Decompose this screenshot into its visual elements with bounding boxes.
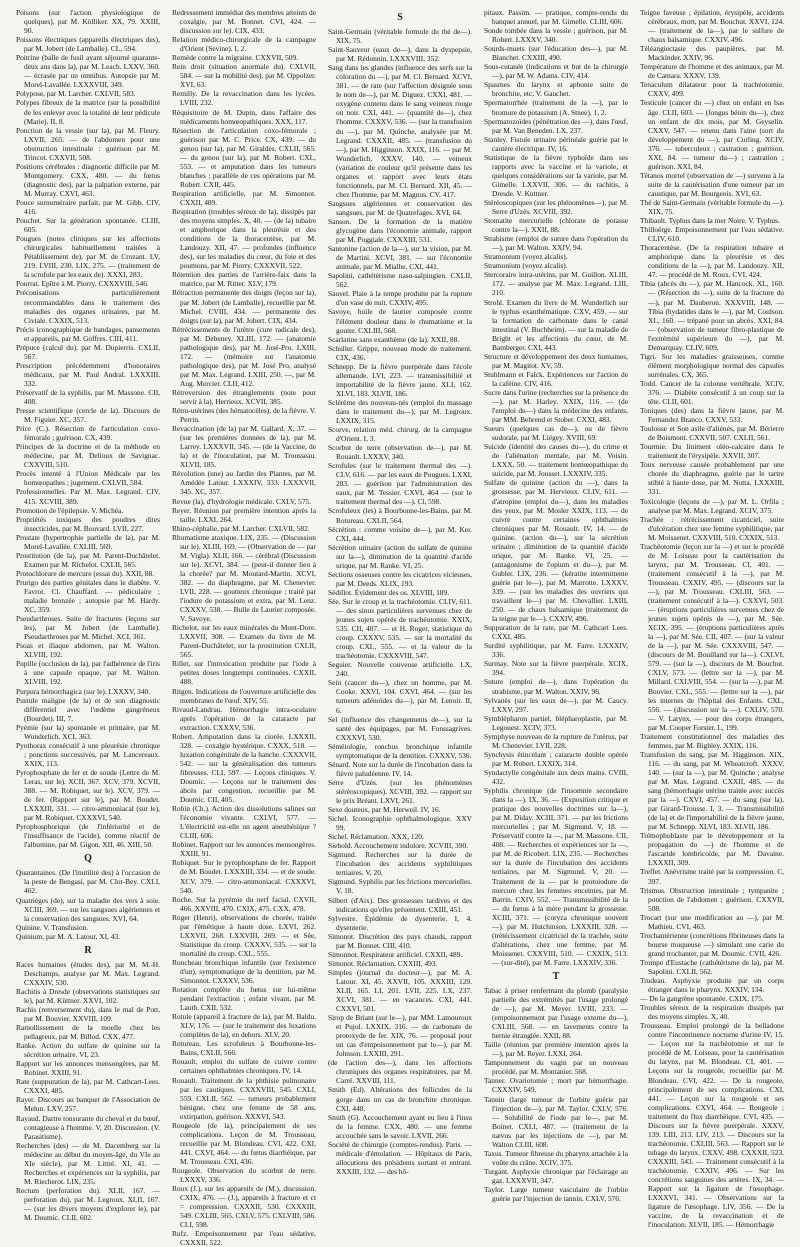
index-entry: Quinine. V. Transfusion. <box>16 922 89 932</box>
index-entry: Presse scientifique (cercle de la). Discours de M. Figuier. XC, 357. <box>16 406 160 425</box>
index-entry: Roche. Sur la pyrémie du nerf facial. CXVII, 466. XXVIII, 470. CXIX, 475. CXX, 478. <box>172 894 316 913</box>
index-entry: Robert. Amputation dans la ciorée. LXXXII, 328. — coxalgie hystérique. CXXX, 518. — luxation congénitale de la hanche. CXXXVII, 542. — sur la généralisation des tumeurs fibreuses. CLI, 597. — Leçons cliniques. V. Doumic. — Leçons sur le traitement des abcès par congestion, recueillie par M. Doumic. CII, 405. <box>172 731 316 805</box>
index-entry: Races humaines (études des), par M. M.-H. Deschamps, analyse par M. Max. Legrand. CXXXIV, 530. <box>16 959 160 987</box>
index-entry: Quarantaines. (De l'inutilité des) à l'occasion de la peste de Bengasi, par M. Clot-Bey. CXLI, 462. <box>16 868 160 896</box>
index-entry: Traitement constitutionnel des maladies des femmes, par M. Bigbley. XXIX, 116. <box>640 731 784 750</box>
index-entry: Stramonium (voyez alcalis). <box>484 252 568 262</box>
index-entry: Testicule (cancer du —) chez un enfant en bas âge. CLII, 603. — (fongus bénin du—), chez un enfant de dix mois, par M. Geyselin. CXXV, 547. — retenu dans l'aine (sort du développement du —), par Curling. XCIV, 376. — tuberculeux ; castration ; guérison. XXI, 84. — tumeur du—) ; castration ; guérison. XXI, 84. <box>640 98 784 171</box>
index-entry: Sections osseuses contre les cicatrices vicieuses, par M. Deeds. XLIX, 193. <box>328 569 472 588</box>
index-entry: Pyrophosphorique (de l'infériorité et de l'insuffisance de l'acide), comme réactif de l'albumine, par M. Gigon. XII, 46. XIII, 50. <box>16 822 160 850</box>
index-entry: Syphilis chronique (de l'insomnie secondaire dans la —). IX, 36. — (Exposition critique et pratique des nouvelles doctrines sur la—), par M. Diday. XCIII, 371. — par les frictions mercurielles ; par M. Sigmund. V, 18. — Préservatif contre la —, par M. Massone. CII, 408. — Recherches et expériences sur la —, par M. de Ricobert. LIX, 235. — Recherches sur la durée de l'incubation des accidents tertiaires, par M. Sigmund. V, 20. — Traitement de la — par le protoiodure de mercure chez les femmes enceintes, par M. Barrin. CXIV, 552. — Transmissibilité de la — du fœtus à la mère pendant la grossesse. XCIII, 371. — (coryza chronique souvent —). par M. Hutchinson. LXXXIII, 328. — (trétécissement cicatriciel de la trachée, suite d'altérations, chez une femme, par M. Moissenet. CXXVIII, 510. — CXXIX, 513. — (sur-dité), par M. Farre. LXXXIV, 336. <box>484 786 628 967</box>
index-entry: Ranke. Action du sulfate de quinine sur la sécrétion urinaire. VI, 23. <box>16 1041 160 1060</box>
index-entry: Rougeole (de la), principalement de ses complications. Leçon de M. Trousseau, recueillie par M. Blondeau. CVI, 422. CXI, 441. CXVI, 464. — du fœtus diarrhéique, par M. Trousseau. CXI, 436. <box>172 1120 316 1166</box>
index-entry: Relation médico-chirurgicale de la campagne d'Orient (Sevine). I, 2. <box>172 35 316 54</box>
index-entry: Sexe douteux, par M. Herweil. IV, 16. <box>328 805 441 815</box>
index-entry: Schnepp. De la fièvre puerpérale dans l'école allemande. LVI, 223. — transmissibilité et importabilité de la fièvre jaune. XLI, 162. XLVI, 183. XLVII, 186. <box>328 361 472 398</box>
index-entry: Tigri. Sur les maladies graisseuses, comme élément morphologique normal des capsules surrénales. CX, 365. <box>640 351 784 379</box>
index-entry: Promotion de l'épilepsie. V. Michéa. <box>16 505 124 515</box>
index-entry: Prostitution (de la), par M. Parent-Duchâtelet. Examen par M. Richelot. CXLII, 565. <box>16 550 160 569</box>
index-entry: Taille (réunion par première intention après la —), par M. Reyer. LXXI, 264. <box>484 1040 628 1059</box>
index-entry: Révolution (une) au Jardin des Plantes, par M. Amédée Latour. LXXXIV, 333. LXXXVII, 345. XC, 357. <box>172 469 316 497</box>
index-entry: Recherches (des) — de M. Dacemberg sur la médecine au début du moyen-âge, du VIe au XIe siècle), par M. Littré. XI, 41. — Recherches et expériences sur la syphilis, par M. Riecherot. LIX, 235. <box>16 1140 160 1186</box>
section-letter: R <box>84 944 92 956</box>
index-entry: Trudeau. Asphyxie produite par un corps étranger dans le pharynx. XXXIV, 134. <box>640 976 784 995</box>
index-entry: Prostate (hypertrophie partielle de la), par M. Morel-Lavallée. CXLIII, 569. <box>16 532 160 551</box>
index-entry: Toniques (des) dans la fièvre jaune, par M. Fernandez Branco. CXXV, 533. <box>640 406 784 425</box>
index-entry: Principes de la doctrine et de la méthode en médecine, par M. Delioux de Savignac. CXXVIII, 510. <box>16 442 160 470</box>
index-entry: Ponction de la vessie (sur la), par M. Fleury. LXVII, 265. — de l'abdomen pour une obstruction intestinale : guérison par M. Trincot. CXXVII, 508. <box>16 125 160 162</box>
index-entry: Rhumatisme ataxique. LIX, 235. — (Discussion sur le). XLIII, 169. — (Observation de — par M. Vigla). XLII, 166. — cérébral (Discussion sur le). XCVI, 384. — (peut-il donner lieu à la chorée? par M. Moutard-Martin. XCVI, 382. — du diaphragme, par M. Chenevier. LVII, 228. — goutteux chronique ; traité par l'iodure de potassium et extra, par M. Lenz. CXXXV, 538. — Bulle de Laurier composée. V. Savoye. <box>172 532 316 624</box>
index-entry: Taxus. Tumeur fibreuse du pharynx attachée à la voûte du crâne. XCIV, 375. <box>484 1148 628 1167</box>
index-entry: Rétention des parties de l'arrière-faix dans la matrice, par M. Ritter. XLV, 179. <box>172 270 316 289</box>
index-entry: Simonot. Discrétion des pays chauds, rapport par M. Bonnet. CIII, 410. <box>328 931 472 950</box>
index-entry: Surmay. Note sur la fièvre puerpérale. XCIX, 394. <box>484 659 628 678</box>
index-entry: Remède contre la migraine. CXXVII, 509. <box>172 53 299 63</box>
index-entry: Scorve, relation méd. chirurg. de la campagne d'Orient. I, 3. <box>328 425 472 444</box>
index-entry: Robin (Ch.). Action des dissolutions salines sur l'économie vivante. CXLVI, 577. — L'électricité est-elle un agent anesthésique ? CLIII, 606. <box>172 804 316 841</box>
index-entry: Stuhlmann et Falck. Expériences sur l'action de la caféine. CIV, 416. <box>484 369 628 388</box>
index-entry: Pyrophosphate de fer et de soude (Lettre de M. Leras, sur le). XCII, 367. XCV, 379. XCVII, 388. — M. Robiquet, sur le). XCV, 379. — de fer. (Rapport sur le), par M. Boudet. LXXXIII, 331. — citro-ammoniacal (sur le), par M. Robiquet. CXXXVI, 540. <box>16 767 160 823</box>
index-entry: Sichel. Iconographie ophthalmologique. XXV 99. <box>328 814 472 833</box>
index-entry: Préconisations particulièrement recommandables dans le traitement des maladies des organes urinaires, par M. Civiale. CXXIX, 513. <box>16 288 160 325</box>
index-columns <box>16 8 784 1247</box>
index-entry: Propriétés toxiques des poudres dites insecticides, par M. Bouvard. LVII, 227. <box>16 514 160 533</box>
index-entry: Quinium, par M. A. Latour, XI, 43. <box>16 931 120 941</box>
index-entry: Sangsues algériennes et conservation des sangsues, par M. de Quatrefages. XVI, 64. <box>328 198 472 217</box>
index-entry: Procès intenté à l'Union Médicale par les homœopathes ; jugement. CXLVII, 584. <box>16 469 160 488</box>
index-entry: Suppuration de la rate, par M. Cathcart Lees. CXXI, 485. <box>484 623 628 642</box>
index-entry: Roux (J.), sur les appareils de (M.), discussion. CXIX, 476. — (J.), appareils à fracture et ct = compression. CXXXII, 530. CXXXIII, 549. CXLIII, 565. CXLV, 575. CXLVIII, 586. CLI, 598. <box>172 1184 316 1230</box>
index-entry: Sécrétion : comme voisine de—), par M. Ker. CXI, 444. <box>328 524 472 543</box>
index-entry: Teigne faveuse ; épilation, érysipèle, accidents cérébraux, mort, par M. Bouchut. XXVI, 124. — (traitement de la—), par le sulfure de chaux balsamique. CXXIV, 496. <box>640 8 784 45</box>
index-entry: Positions cérébrales : diagnostic difficile par M. Montgomery. CXX, 480. — du fœtus (diagnostic des), par la palpation externe, par M. Murray. CXVI, 463. <box>16 161 160 198</box>
index-column <box>484 8 628 1204</box>
index-entry: Rouault. Traitement de la phthisie pulmonaire par les cautiques. CXXXVIII, 545. CXLI, 559. CXLII, 562. — tumeurs probablement bénigne, chez une femme de 58 ans, extirpation, guérison. XXXVI, 543. <box>172 1075 316 1121</box>
index-entry: Tibia (abcès du —), par M. Hancock. XL, 160. — (Résection du —), suite de la fracture du —), par M. Dauberon. XXXVIII, 148. — Tibia (hydatides dans le —), par M. Coulson. XL, 160. — trépané pour un abcès. XXI, 84. — (observation de tumeur fibro-plastique de l'extrémité supérieure du —), par M. Demarquay. CLIV, 609. <box>640 279 784 352</box>
index-entry: Sirop de Briant (sur le—), par MM. Lamouroux et Pujol. LXXIX, 316. — de carbonate de protoxyde de fer. XIX, 76. — proposal pour un cas d'empoisonnement par le—), par M. Johnson. LXXIII, 291. <box>328 1013 472 1059</box>
index-entry: Sigmund. Syphilis par les frictions mercurielles. V, 18. <box>328 877 472 896</box>
index-entry: Tamponnement du vagin par un nouveau procédé, par M. Montanier. 568. <box>484 1058 628 1077</box>
index-entry: Spasmes du larynx et aphonie suite de bronchite, etc. V. Gauchet. <box>484 80 628 99</box>
index-entry: Sichel. Réclamation. XXX, 120. <box>328 832 424 842</box>
index-entry: Serre d'Uzès. (sur les phénomènes stéréoscopiques). XCVIII, 392. — rapport sur le prix Bréant. LXVI, 261. <box>328 777 472 805</box>
index-entry: Sueurs (quelques cas de—), ou de fièvre sudorale, par M. Liégey. XVIII, 69. <box>484 424 628 443</box>
index-entry: Simonot. Réclamation. CXXIII, 493. <box>328 958 438 968</box>
index-entry: Saint-Germain (véritable formule du thé de—). XIX, 75. <box>328 27 472 46</box>
index-entry: Société de chirurgie (comptes-rendus). Paris. — médicale d'émulation. — Hôpitaux de Paris, allocutions des présidents sortant et entrant. XXXIII, 132. — des hô- <box>328 1139 472 1176</box>
index-entry: Sourds-muets (sur l'éducation des—), par M. Blanchet. CXXIII, 490. <box>484 44 628 63</box>
index-entry: Suicide (identité des causes du—), du crime et de l'aliénation mentale, par M. Voisin. LXXX, 50. — traitement homœopathique du suicide, par M. Jousset. LXXXIV, 335. <box>484 442 628 479</box>
index-entry: Smith (Ed). Altérations des follicules de la gorge dans un cas de bronchite chronique. CXI, 448. <box>328 1085 472 1113</box>
index-entry: Sée. Sur le croup et la trachéotomie. CLIV, 611. — des sinus particulières survenues chez de jeunes sujets opérés de trachéotomie. XXIX, 535. CII, 407. — et H. Roger, statistique du croup. CXXXV, 535. — sur la mortalité du croup. CXL, 555. — et la valeur de la trachéotomie. CXXXVIII, 547. <box>328 596 472 661</box>
index-entry: (de l'action des—), dans les affections chroniques des organes respiratoires, par M. Carré. XXVIII, 111. <box>328 1058 472 1086</box>
index-entry: Suture (emploi de—), dans l'opération du strabisme, par M. Walton. XXIV, 96. <box>484 677 628 696</box>
index-entry: Respiration artificielle, par M. Simonnot. CXXII, 489. <box>172 188 316 207</box>
index-entry: Purpura hémorrhagica (sur le). LXXXV, 340. <box>16 686 151 696</box>
index-entry: Simonnot. Respirateur artificiel. CXXII, 489. <box>328 949 463 959</box>
index-entry: Statistique de la fièvre typhoïde dans ses rapports avec la vaccine et la variole, et quelques considérations sur la variole, par M. Gimelle. LXXVII, 306. — du rachitis, à Dresde. V. Kuttner. <box>484 152 628 198</box>
index-entry: pitaux. Passim. — pratique, compte-rendu du banquet annuel, par M. Gimelle. CLIII, 606. <box>484 8 628 27</box>
index-entry: Rétrécissements de l'urètre (cure radicale des), par M. Debeney. XLIII, 172. — (anatomie pathologique des), par M. José-Pro. LXIII, 172. — (mémoire sur l'anatomie pathologique des), par M. José Pro, analysé par M. Max. Legrand. LXIII, 250. —, par M. Aug. Mercier. CLII, 412. <box>172 324 316 388</box>
index-entry: Robinet. Rapport sur les annonces mensongères. XXIII, 91. <box>172 840 316 859</box>
index-entry: Tannin (large tumeur de l'orbite guérie par l'injection de—), par M. Taylor. CXLV, 576. — Solubilité de l'iode par le—, par M. Boinet. CXLI, 487. — (traitement de la nævus par les injections de —), par M. Walton CLIII, 608. <box>484 1094 628 1149</box>
index-entry: Prépuce (calcul du), par M. Dupierris. CXLII, 567. <box>16 342 160 361</box>
index-entry: Pouce surnuméraire parfait, par M. Gibb. CIV, 416. <box>16 197 160 217</box>
index-entry: Trompe d'Eustache (cathétérisme de la), par M. Sapolini. CXLII, 562. <box>640 957 784 976</box>
index-entry: Pougues (notes cliniques sur les affections chirurgicales habituellement traitées à Pétablissement de), par M. de Crozant. LV, 219. LVIII, 230. LIX, 275. — (traitement de la scrofule par les eaux de). XXXI, 283. <box>16 234 160 280</box>
index-entry: Stramonium (voyez alcalis). <box>484 261 568 271</box>
index-column <box>16 8 160 1223</box>
index-entry: Rivaud-Landrau. Hémorrhagie intra-oculaire après l'opération de la cataracte par extraction. CXXXV, 536. <box>172 704 316 732</box>
index-entry: Roger (Henri), observations de chorée, traitée par l'émétique à haute dose. LXVI, 262. LXXVII, 268. LXXVIII, 269. — et Sée, Statistique du croup. CXXXV, 535. — sur la mortalité du croup. CXL, 555. <box>172 912 316 958</box>
index-column <box>172 8 316 1247</box>
index-entry: Silbert (d'Aix). Des grossesses tardives et des indications qu'elles présentent. CXIII, 451. <box>328 895 472 914</box>
index-entry: Rectum (perforation du). XLII, 167. — perforation du), par M. Legroux. XLII, 167. — (sur les divers moyens d'explorer le), par M. Doumic. CLII, 602. <box>16 1185 160 1223</box>
index-entry: Protochlorure de mercure (essai du). XXII, 88. <box>16 568 155 578</box>
index-entry: Rayer. Discours au banquet de l'Association de Melun. LXV, 257. <box>16 1095 160 1114</box>
index-entry: Tenaculum dilatateur pour la trachéotomie. CXXV, 499. <box>640 80 784 99</box>
index-entry: Troubles séreux de la respiration dissipés par des moyens simples. X, 40. <box>640 1003 784 1022</box>
section-letter: Q <box>84 853 92 865</box>
index-entry: Stercoraire intra-utérins, par M. Guillon. XLIII, 172. — analyse par M. Max. Legrand. LIII, 210. <box>484 270 628 298</box>
index-entry: Rétraction permanente des doigts (leçon sur la), par M. Jobert (de Lamballe), recueillie par M. Michel. CVIII, 434. — permanente des doigts (sur la), par M. Jobert. CIX, 434. <box>172 288 316 325</box>
index-entry: Siebold. Accouchement indolore. XCVIII, 390. <box>328 841 468 851</box>
index-entry: Préservatif de la syphilis, par M. Massone. CII, 408. <box>16 387 160 407</box>
index-entry: Réquisitoire de M. Dupin, dans l'affaire des médicaments homœopathiques. XXX, 117. <box>172 107 316 126</box>
index-entry: Treffet. Anévrisme traité par la compression. C, 397. <box>640 867 784 886</box>
index-entry: Rétroversion des étranglements (note pour servir à la), Herrieux. XCVII, 385. <box>172 387 316 407</box>
index-entry: Poitrine (balle de fusil ayant séjourné quarante-deux ans dans la), par M. Leach. LXXV, 360. — écrasée par un omnibus. Autopsie par M. Morel-Lavallée. LXXXVIII, 349. <box>16 53 160 90</box>
index-entry: Poissons électriques (appareils électriques des), par M. Jobert (de Lamballe). CL, 594. <box>16 35 160 54</box>
index-entry: Scrofuleux (les) à Bourbonne-les-Bains, par M. Rotureau. CXLII, 564. <box>328 506 472 525</box>
index-entry: Spermatorrhée (traitement de la —), par le bromure de potassium (A. Stnee). 1, 2. <box>484 98 628 117</box>
index-entry: Toux nerveuse causée probablement par une chorée du diaphragme, guérie par le tartre stibié à haute dose, par M. Notta. LXXXIII, 331. <box>640 460 784 497</box>
index-entry: Stéréoscopiques (sur les phénomènes—), par M. Serre d'Uzès. XCVIII, 392. <box>484 197 628 217</box>
index-entry: — De la gangrène spontanée. CXIX, 175. <box>640 994 764 1004</box>
index-entry: Psoas et iliaque abdomen, par M. Walton. XLVIII, 192. <box>16 641 160 660</box>
index-entry: Surdité syphilitique, par M. Farre. LXXXIV, 336. <box>484 641 628 660</box>
index-entry: Sénard. Note sur la durée de l'incubation dans la fièvre paludéenne. IV, 14. <box>328 759 472 778</box>
index-entry: Sang dans les glandes (influence des serfs sur la coloration du —), par M. Cl. Bernard. XCVI, 381. — de rate (sur l'affection désignée sous le nom de—), par M. Diguez. CXXI, 481. — oxygène contenu dans le sang veineux rouge ou noir. CXI, 441. — (quantité de—), chez l'homme. CXXXV, 536. — (sur la transfusion du —), par M. Quinche, analysée par M. Legrand. CXXXII, 485. — (transfusion du—), par M. Higginson. XXIX, 116. — par M. Wunderlich. XXXV, 140. — veineux (variation de couleur qu'il présente dans les organes et rapport avec leurs états fonctionnels, par M. Cl. Bernard. XII, 45. — chez l'homme, par M. Magnus. CV, 417. <box>328 63 472 199</box>
index-entry: Sucre dans l'urine (recherches sur la présence du—), par M. Harley. XXIX, 116. — (de l'emploi du—) dans la médecine des enfants, par MM. Behrend et Stober. CXXI, 483. <box>484 387 628 425</box>
index-entry: Trismus. Obstruction intestinale ; tympanite ; ponction de l'abdomen ; guérison. CXXVII, 508. <box>640 885 784 913</box>
index-entry: Savoye, huile de laurier composée contre l'élément douleur dans le rhumatisme et la goutte. CXLIII, 568. <box>328 307 472 335</box>
index-entry: Rougeole. Observation du scorbut de terre. LXXXV, 336. <box>172 1166 316 1185</box>
index-entry: Rayaud. Dartre tonsurante du cheval et du bœuf, contagieuse à l'homme. V, 20. Discussion. (V. Parasitisme). <box>16 1113 160 1141</box>
index-entry: Rachitis à Dresde (observations statistiques sur le), par M. Küttner. XXVI, 102. <box>16 986 160 1005</box>
section-letter: S <box>397 12 403 23</box>
index-entry: Rapport sur les annonces mensongères, par M. Robinet. XXIII, 91. <box>16 1059 160 1078</box>
index-entry: Rillet, sur l'intoxication produite par l'iode à petites doses longtemps continuées. CXXII, 488. <box>172 659 316 687</box>
index-entry: Santonine (action de la—), sur la vision, par M. de Martini. XCVI, 381. — sur l'économie animale, par M. Mialhe. CXI, 441. <box>328 244 472 272</box>
index-entry: Simples (journal du docteur—), par M. A. Latour. XI, 45. XXVII, 105. XXXIII, 129. XLII, 165. LI, 201. LVII, 225. LX, 237. XCVI, 381. — en vacances. CXI, 441. CXXVI, 501. <box>328 967 472 1014</box>
index-entry: Trachée : rétrécissement cicatriciel, suite d'ulcération chez une femme syphilitique, par M. Moissenet. CXXVIII, 510. CXXIX, 513. <box>640 514 784 542</box>
index-entry: Sein (cancer du—), chez un homme, par M. Cooke. XXVI, 104. CXVI, 464. — (sur les tumeurs adénoïdes du—), par M. Lenoir. II, 6. <box>328 678 472 715</box>
index-entry: Poisons (sur l'action physiologique de quelques), par M. Kölliker. XX, 79. XXIII, 90. <box>16 8 160 36</box>
index-entry: Transfusion du sang, par M. Higginson. XIX, 116. — du sang, par M. Wheatcroft. XXXV, 140. — (sur la —), par M. Quinche ; analyse par M. Max. Legrand. CXXII, 485. — du sang (hémorrhagie utérine traitée avec succès par la —). CXVI, 457. — du sang (sur la), par Girard-Trousse. I, 3. — Transmissibilité (de la) et de l'importabilité de la fièvre jaune, par M. Schnepp. XLVI, 183. XLVII, 186. <box>640 749 784 832</box>
index-entry: Sonde tombée dans la vessie ; guérison, par M. Robert. LXXXV, 340. <box>484 26 628 45</box>
index-entry: Stomatite mercurielle (chlorate de potasse contre la—). XXII, 88. <box>484 216 628 235</box>
index-entry: Trochantérienne (concrétions fibrineuses dans la bourse muqueuse —) simulant une carie du grand trochanter, par M. Doumic. CVII, 426. <box>640 930 784 958</box>
index-entry: Sédillot. Évidement des os. XLVIII, 189. <box>328 587 450 597</box>
index-entry: Revaccination (de la) par M. Gallard. X, 37. — (sur les premières données de la), par M. Larrey. LXXXVII, 345. — (de la Vaccine, de la) et de l'inoculation, par M. Trousseau. XLVII, 185. <box>172 424 316 470</box>
index-entry: Pustule maligne (de la) et de son diagnostic différentiel avec l'œdème gangréneux (Bourdet). III, 7. <box>16 695 160 723</box>
index-column <box>640 8 784 1230</box>
index-entry: Résection de l'articulation coxo-fémorale ; guérison par M. C. Price. CX, 439. — du genou (sur la), par M. Giraldès. CXLII, 565. — du genou (sur la), par M. Robert. CXL, 553. — et amputation dans les tumeurs blanches ; parallèle de ces opérations par M. Robert. CXII, 445. <box>172 125 316 189</box>
index-entry: Sécrétion urinaire (action du sulfate de quinine sur la—), diminution de la quantité d'acide urique, par M. Ranke. VI, 25. <box>328 542 472 570</box>
index-entry: Structure et développement des deux humaines, par M. Magitot. XV, 59. <box>484 351 628 370</box>
index-entry: Synchysis étincelant ; cataracte double opérée par M. Robert. LXXIX, 314. <box>484 749 628 768</box>
index-entry: Quatrièges (de), sur la maladie des vers à soie. XCIII, 369. — sur les sangsues algériennes et la conservation des sangsues. XVI, 64. <box>16 895 160 923</box>
index-entry: Syndactylie congénitale aux deux mains. CVIII, 432. <box>484 767 628 786</box>
index-entry: Téléangiectasie des paupières, par M. Mackinder. XXIV, 96. <box>640 44 784 63</box>
index-entry: Scrofules (sur le traitement thermal des —). CLV, 616. — par les eaux de Pougues. LXXI, 283. — guérison par l'administration des eaux, par M. Tessier. CXVI, 464 — (sur le traitement thermal des —). Cl, 598. <box>328 461 472 507</box>
index-entry: Pourrat. Epître à M. Piorry. CXXXVIII, 546. <box>16 279 149 289</box>
index-entry: Prescription précédemment d'honoraires médicaux, par M. Paul Andral. LXXXIII, 332. <box>16 360 160 388</box>
index-entry: Strabisme (emploi de suture dans l'opération du—), par M. Walton. XXIV, 94. <box>484 234 628 253</box>
index-entry: Schuller. Grippe, nouveau mode de traitement. CIX, 436. <box>328 343 472 362</box>
index-entry: Prurigo des parties génitales dans le diabète. V. Favrot. Cl. Chauffard. — pédiculaire ; maladie bronzée ; autopsie par M. Hardy. XC, 359. <box>16 577 160 615</box>
index-entry: Sauvel. Plaie à la tempe produite par la rupture d'un vase de nuit. CXXIV, 495. <box>328 289 472 308</box>
index-entry: Sel (influence des changements de—), sur la santé des équipages, par M. Fonssagrives. CXXXVI, 530. <box>328 714 472 742</box>
index-entry: Tourmie. Du liniment oléo-calcaire dans le traitement de l'érysipèle. XXVII, 307. <box>640 442 784 461</box>
index-entry: Séméiologie, ronchus bronchique infantile symptomatique de la dentition. CXXXV, 536. <box>328 741 472 760</box>
index-entry: Smith (G). Accouchement ayant eu lieu à l'insu de la femme. CXX, 480. — une femme accouchée sans le savoir. LXVII, 266. <box>328 1112 472 1140</box>
index-entry: Rouault, emploi du sulfate de cuivre contre certaines ophthalmies chroniques. IV, 14. <box>172 1057 316 1076</box>
index-entry: Polypose, par M. Larcher. CXLVII, 583. <box>16 89 136 99</box>
index-entry: Remilly. De la revaccination dans les lycées. LVIII, 232. <box>172 89 316 108</box>
index-entry: Rein droit (situation anormale du). CXLVII, 584. — sur la mobilité des), par M. Oppolzer. XVI, 63. <box>172 62 316 90</box>
index-entry: Toulouse et Son asile d'aliénés, par M. Bérierre de Boismont. CXXVII, 507. CXLII, 561. <box>640 424 784 443</box>
index-entry: Rufz. Empoisonnement par l'eau sédative, CXXXII, 522. <box>172 1229 316 1247</box>
index-entry: Seguier. Nouvelle couveuse artificielle. LX, 240. <box>328 660 472 679</box>
index-entry: Sylvestre. Épidémie de dysenterie. I, 4. dysenterie. <box>328 913 472 932</box>
index-entry: Sylvanès (sur les eaux de—), par M. Caucy. LXXV, 297. <box>484 695 628 714</box>
index-entry: Sigmund. Recherches sur la durée de l'incubation des accidents syphilitiques tertiaires. V, 20. <box>328 850 472 878</box>
index-entry: Scorbut de terre (observation de—), par M. Rouault. LXXXV, 340. <box>328 443 472 462</box>
index-entry: Redressement immédiat des membres atteints de coxalgie, par M. Bonnet. CVI, 424. — discussion sur le). CIX, 433. <box>172 8 316 36</box>
index-entry: Trocart (sur une modification au —), par M. Mathieu. CVI, 463. <box>640 912 784 931</box>
index-entry: Rotule (appareil à fracture de la), par M. Baldu. XLV, 176. — (sur le traitement des luxations complètes de la), en dehors. XLV, 20. <box>172 1012 316 1040</box>
index-entry: Rotureau. Les scrofuleux à Bourbonne-les-Bains, CXLII, 566. <box>172 1039 316 1058</box>
index-entry: Symblépharon partiel, blépharoplastie, par M. Legouest. XCIV, 373. <box>484 713 628 732</box>
index-entry: Robiquet. Sur le pyrophosphate de fer. Rapport de M. Boudet. LXXXIII, 334. — et de soude. XCV, 379. — citro-ammoniacal. CXXXVI, 540. <box>172 858 316 895</box>
index-entry: Pyémie (sur la) spontanée et primaire, par M. Wunderlich. XCI, 363. <box>16 722 160 741</box>
index-entry: Price (C.). Résection de l'articulation coxo-fémorale ; guérison. CX, 439. <box>16 424 160 443</box>
index-entry: Précis iconographique de bandages, pansements et appareils, par M. Goffres. CIII, 411. <box>16 324 160 343</box>
index-column <box>328 8 472 1176</box>
index-entry: Revue (la), d'hydrologie médicale. CXLV, 575. <box>172 496 312 506</box>
index-entry: Pyothorax consécutif à une pleurésie chronique ; ponctions successives, par M. Lancereaux. XXIX, 113. <box>16 740 160 768</box>
index-entry: Todd. Cancer de la colonne vertébrale. XCIV, 376. — Diabète consécutif à un coup sur la tête. CLII, 601. <box>640 378 784 407</box>
index-entry: Strohl. Examen du livre de M. Wunderlich sur le typhus exanthématique. CXV, 459. — sur la formation de carbonate dans le canal intestinal (V. Buchheim). — sur la maladie de Bright et les affections du cœur, de M. Bamberger. CXI, 443. <box>484 297 628 352</box>
index-entry: Sanson. De la formation de la matière glycogène dans l'économie animale, rapport par M. Poggiale. CXXXIII, 531. <box>328 216 472 245</box>
index-entry: Professionnelles. Par M. Max. Legrand. CIV, 415. XCVIII, 389. <box>16 487 160 506</box>
index-entry: Thilloërge. Empoisonnement par l'eau sédative. CLIV, 610. <box>640 225 784 244</box>
index-entry: Thibault. Typhus dans la mer Noire. V. Typhus. <box>640 216 780 226</box>
index-entry: Ramollissement de la moelle chez les pellagreux, par M. Billod. CXX, 477. <box>16 1023 160 1042</box>
index-entry: Rétro-utérines (des hématocèles), de la fièvre. V. Perrin. <box>172 406 316 425</box>
index-entry: Pupille (occlusion de la), par l'adhérence de l'iris à une capsule opaque, par M. Walton. XLVIII, 192. <box>16 659 160 687</box>
index-entry: Rhino-céphalie, par M. Larcher. CXLVII, 582. <box>172 523 310 533</box>
index-entry: Richelot, sur les eaux minérales du Mont-Dore. LXXVII, 308. — Examen du livre de M. Parent-Duchâtelet, sur la prostitution CXLII, 565. <box>172 623 316 660</box>
index-entry: Pseudarthroses. Suite de fractures (leçons sur les), par M. Jobert (de Lamballe). Pseudarthroses par M. Michel. XCI, 361. <box>16 614 160 642</box>
index-entry: Spermatozoïdes (pénétration des —), dans l'œuf, par M. Van Beneden. LX, 237. <box>484 116 628 135</box>
index-entry: Reyer. Réunion par première intention après la taille. LXXI, 264. <box>172 505 316 524</box>
index-entry: Stanley. Fistule urinaire périnéale guérie par le cautère électrique. IV, 16. <box>484 134 628 153</box>
index-entry: Tanner. Ovariotomie ; mort par hémorrhagie. CXXXIV, 549. <box>484 1076 628 1095</box>
index-entry: Rate (suppuration de la), par M. Cathcart-Lees. CXXXI, 485. <box>16 1077 160 1096</box>
index-entry: Turgant. Asphyxie chronique par l'éclairage au gaz. LXXXVII, 347. <box>484 1166 628 1185</box>
index-entry: Trousseau. Emploi prolongé de la belladone contre l'incontinence nocturne d'urine IV, 15. — Leçon sur la trachéotomie et sur le procédé de M. Loiseau, pour la cautérisation du larynx, par M. Blondeau. CI, 401. — Leçons sur la rougeole, recueillie par M. Blondeau. CVI, 422. — De la rougeole, principalement de ses complications. CXI, 441. — Leçon sur la rougeole et ses complications. CXVI, 464. — Rougeole ; traitement du flux diarrhéique. CVI, 435. — Discours sur la fièvre puerpérale. XXXV, 139. LIII, 213. LIV, 213. — Discours sur la trachéotomie. CXLIII, 563. — Rapport sur le tubage du larynx. CXXV, 498. CXXXII, 523. CXXXIII, 543. — Traitement consécutif à la trachéotomie. CXXIV, 496. — Sur les concrétions sanguines des artères. IX, 34. — Rapport sur la ligature de l'œsophage. LXXXVI, 341. — Observations sur la ligature de l'œsophage. LIV, 356. — De la vaccine, de la revaccination et de l'inoculation. XLVII, 185. — Hémorrhagie <box>640 1021 784 1230</box>
index-page <box>16 8 784 1247</box>
index-entry: Sulfate de quinine (action du —), dans la grossesse, par M. Hervieux. CLIV, 611. — d'atropine (emploi du—), dans les maladies des yeux, par M. Mosler XXIX, 113. — de cuivre contre certaines ophthalmies chroniques par M. Rouault. IV, 14. — de quinine. (action du—), sur la sécrétion urinaire ; diminution de la quantité d'acide urique, par M. Ranke. VI, 25. — (antagonisme de l'opium et du—), par M. Gubler. LIX, 236. — (kératite intermittente guérie par le—), par M. Marrotte. LXXXV, 339. — (sur les maladies des ouvriers qui travaillent le—) par M. Chevallier. LXIII, 250. — de chaux balsamique (traitement de la teigne par le—). CXXIV, 496. <box>484 478 628 624</box>
index-entry: Sous-cutanée (indications et but de la chirurgie—), par M. W. Adams. CIV, 414. <box>484 62 628 81</box>
index-entry: Saint-Sauveur (eaux de—), dans la dyspepsie, par M. Rédonnin. LXXXVIII, 352. <box>328 45 472 64</box>
index-entry: Sapolini, cathétérisme naso-salpingien. CXLII, 562. <box>328 271 472 290</box>
index-entry: Pouchet. Sur la génération spontanée. CLIII, 605. <box>16 216 160 235</box>
index-entry: Sclérème des nouveau-nés (emploi du massage dans le traitement du—), par M. Legroux. LXXIX, 315. <box>328 397 472 426</box>
index-entry: Thoracentèse. (De la respiration tubaire et amphorique dans la pleurésie et des conditions de la —), par M. Landouzy. XII, 47. — procédé de M. Roux. CVI, 424. <box>640 243 784 280</box>
index-entry: Symphyse nouveau de la rupture de l'utérus, par M. Chenevier. LVII, 228. <box>484 731 628 750</box>
index-entry: Polypes fibreux de la matrice (sur la possibilité de les enlever avec la totalité de leur pédicule (Marie). II, 8. <box>16 98 160 126</box>
index-entry: Tétanos mortel (observation de —) survenu à la suite de la cautérisation d'une tumeur par un caustique, par M. Bourgeois. XVI, 63. <box>640 170 784 198</box>
index-entry: Trèmophoblaste par le développement et la propagation du —) de l'homme et de l'ascaride lombricoïde, par M. Davaine. LXXXII, 309. <box>640 831 784 868</box>
index-entry: Température de l'homme et des animaux, par M. de Camara. XXXV, 139. <box>640 62 784 81</box>
index-entry: Roncheau bronchique infantile (sur l'existence d'un), symptomatique de la dentition, par M. Simonnot. CXXXV, 536. <box>172 957 316 986</box>
index-entry: Toxicologie (leçons de —), par M. L. Orfila ; analyse par M. Max. Legrand. XCIV, 375. <box>640 496 784 515</box>
index-entry: Rotation complète du fœtus sur lui-même pendant l'extraction ; enfant vivant, par M. Lauth. CXII, 532. <box>172 985 316 1013</box>
index-entry: Tabac à priser renfermant du plomb (paralysie partielle des extrémités par l'usage prolongé de —), par M. Meyer. LVIII, 233. — (empoisonnement par l'usage externe du—), CXLIII, 568. — en lavements contre la hernie étranglée. XXII, 88. <box>484 985 628 1041</box>
index-entry: Ritgen. Indications de l'ouverture artificielle des membranes de l'œuf. XIV, 55. <box>172 686 316 705</box>
index-entry: Taylor. Large tumeur vasculaire de l'orbite guérie par l'injection de tannin. CXLV, 576. <box>484 1185 628 1204</box>
index-entry: Rachis (renversement du), dans le mal de Pott, par M. Bouvier. XXVIII, 109. <box>16 1004 160 1024</box>
index-entry: Respiration (troubles séreux de la), dissipés par des moyens simples. X, 40. — (de la) tubaire et amphorique dans la pleurésie et des conditions de la thoracentèse, par M. Landouzy. XII, 47. — profondes (influence des), sur les maladies du cœur, du foie et des poumons, par M. Piorry. CXXXVII, 522. <box>172 207 316 271</box>
index-entry: Trachéotomie (leçon sur la —) et sur le procédé de M. Loiseau pour la cautérisation du larynx, par M. Trousseau. CI, 401. — (traitement consécutif à la —), par M. Trousseau. CXXIV, 495. — (discours sur la —), par M. Trousseau. CXLIII, 563. — (traitement consécutif à la—). CXXVI, 503. — (éruptions particulières survenues chez de jeunes sujets opérés de —), par M. Sée. XCIX, 395. — (éruptions particulières après la —), par M. Sée. CII, 407. — (sur la valeur de la —), par M. Sée. CXXXVIII, 547. — (discours de M. Bouilland sur la—). CXLVI, 579. — (sur la —), discours de M. Bouchut. CXLV, 573. — (lettre sur la —), par M. Millard. CXLVIII, 554. — (sur la —), par M. Bouvier. CXL, 555. — (lettre sur la —), par les internes de l'hôpital des Enfants. CXL, 556. — (discussion sur la —). CXLIV, 570. — V. Larynx. — pour des corps étrangers, par M. Cooper Forster. L, 199. <box>640 541 784 732</box>
index-entry: Scarlatine sans exanthème (de la). XXII, 88. <box>328 334 460 344</box>
section-letter: T <box>552 970 560 982</box>
index-entry: Thé de Saint-Germain (véritable formule du —). XIX, 75. <box>640 197 784 217</box>
